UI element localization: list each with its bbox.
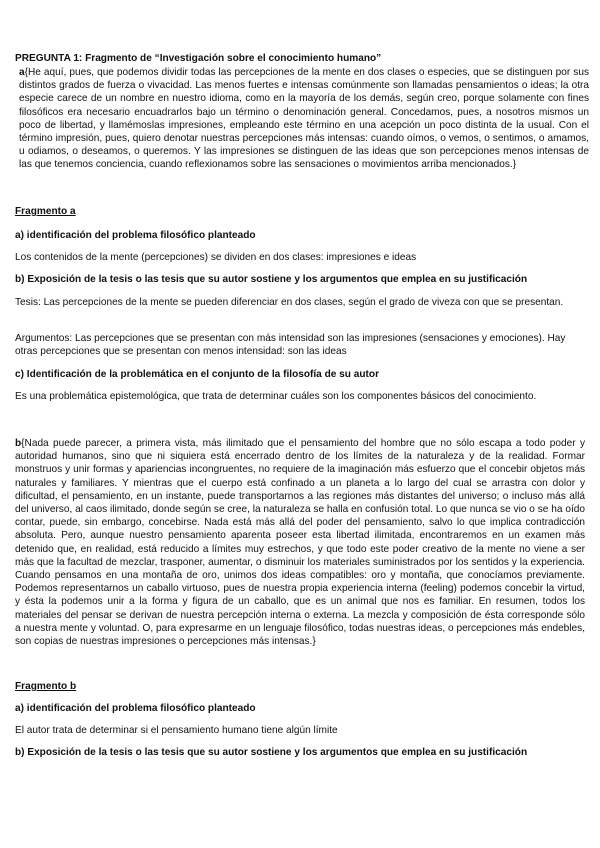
fragment-a-problematic-answer: Es una problemática epistemológica, que trata de determinar cuáles son los componentes básicos del conocimiento.	[15, 391, 537, 402]
fragment-a-question-identification: a) identificación del problema filosófico planteado	[15, 230, 256, 241]
fragment-b-heading: Fragmento b	[15, 681, 77, 692]
fragment-a-identification-answer: Los contenidos de la mente (percepciones) se dividen en dos clases: impresiones e ideas	[15, 252, 417, 263]
fragment-a-arguments: Argumentos: Las percepciones que se presentan con más intensidad son las impresiones (sensaciones y emociones). Hay otras percepciones que se presentan con menos intensidad: son las ideas	[15, 333, 566, 358]
question-fragment-text	[15, 66, 589, 172]
question-title: PREGUNTA 1: Fragmento de “Investigación sobre el conocimiento humano”	[15, 53, 382, 64]
fragment-a-question-exposition: b) Exposición de la tesis o las tesis que su autor sostiene y los argumentos que emplea en su justificación	[15, 274, 528, 285]
text-b-quote: {Nada puede parecer, a primera vista, más ilimitado que el pensamiento del hombre que no sólo escapa a todo poder y autoridad humanos, sino que ni siquiera está encerrado dentro de los límites de la naturaleza y de la realidad. Formar monstruos y unir formas y apariencias incongruentes, no requiere de la imaginación más esfuerzo que el concebir objetos más naturales y familiares. Y mientras que el cuerpo está confinado a un planeta a lo largo del cual se arrastra con dolor y dificultad, el pensamiento, en un instante, puede transportarnos a las regiones más distantes del universo; o incluso más allá del universo, al caos ilimitado, donde según se cree, la naturaleza se halla en confusión total. Lo que nunca se vio o se ha oído contar, puede, sin embargo, concebirse. Nada está más allá del poder del pensamiento, salvo lo que implica contradicción absoluta. Pero, aunque nuestro pensamiento aparenta poseer esta libertad ilimitada, encontraremos en un examen más detenido que, en realidad, está reducido a límites muy estrechos, y que todo este poder creativo de la mente no viene a ser más que la facultad de mezclar, trasponer, aumentar, o disminuir los materiales suministrados por los sentidos y la experiencia. Cuando pensamos en una montaña de oro, unimos dos ideas compatibles: oro y montaña, que conocíamos previamente. Podemos representarnos un caballo virtuoso, pues de nuestra propia experiencia interna (feeling) podemos concebir la virtud, y ésta la podemos unir a la forma y figura de un caballo, que es un animal que nos es familiar. En resumen, todos los materiales del pensar se derivan de nuestra percepción interna o externa. La mezcla y composición de ésta corresponde sólo a nuestra mente y voluntad. O, para expresarme en un lenguaje filosófico, todas nuestras ideas, o percepciones más endebles, son copias de nuestras impresiones o percepciones más intensas.}	[15, 438, 585, 648]
fragment-b-identification-answer: El autor trata de determinar si el pensamiento humano tiene algún límite	[15, 725, 338, 736]
text-b-letter: b	[15, 438, 22, 449]
fragment-letter: a	[19, 67, 25, 78]
fragment-b-question-exposition: b) Exposición de la tesis o las tesis que su autor sostiene y los argumentos que emplea en su justificación	[15, 747, 528, 758]
text-b-fragment	[15, 437, 585, 648]
fragment-quote: {He aquí, pues, que podemos dividir todas las percepciones de la mente en dos clases o especies, que se distinguen por sus distintos grados de fuerza o vivacidad. Las menos fuertes e intensas comúnmente son llamadas pensamientos o ideas; la otra especie carece de un nombre en nuestro idioma, como en la mayoría de los demás, según creo, porque solamente con fines filosóficos era necesario encuadrarlos bajo un término o denominación general. Concedamos, pues, a nosotros mismos un poco de libertad, y llamémoslas impresiones, empleando este término en una acepción un poco distinta de la usual. Con el término impresión, pues, quiero denotar nuestras percepciones más intensas: cuando oímos, o vemos, o sentimos, o amamos, u odiamos, o deseamos, o queremos. Y las impresiones se distinguen de las ideas que son percepciones menos intensas de las que tenemos conciencia, cuando reflexionamos sobre las sensaciones o movimientos arriba mencionados.}	[19, 67, 589, 171]
fragment-a-heading: Fragmento a	[15, 206, 76, 217]
fragment-b-question-identification: a) identificación del problema filosófico planteado	[15, 703, 256, 714]
fragment-a-question-problematic: c) Identificación de la problemática en el conjunto de la filosofía de su autor	[15, 369, 380, 380]
fragment-a-thesis: Tesis: Las percepciones de la mente se pueden diferenciar en dos clases, según el grado de viveza con que se presentan.	[15, 297, 564, 308]
